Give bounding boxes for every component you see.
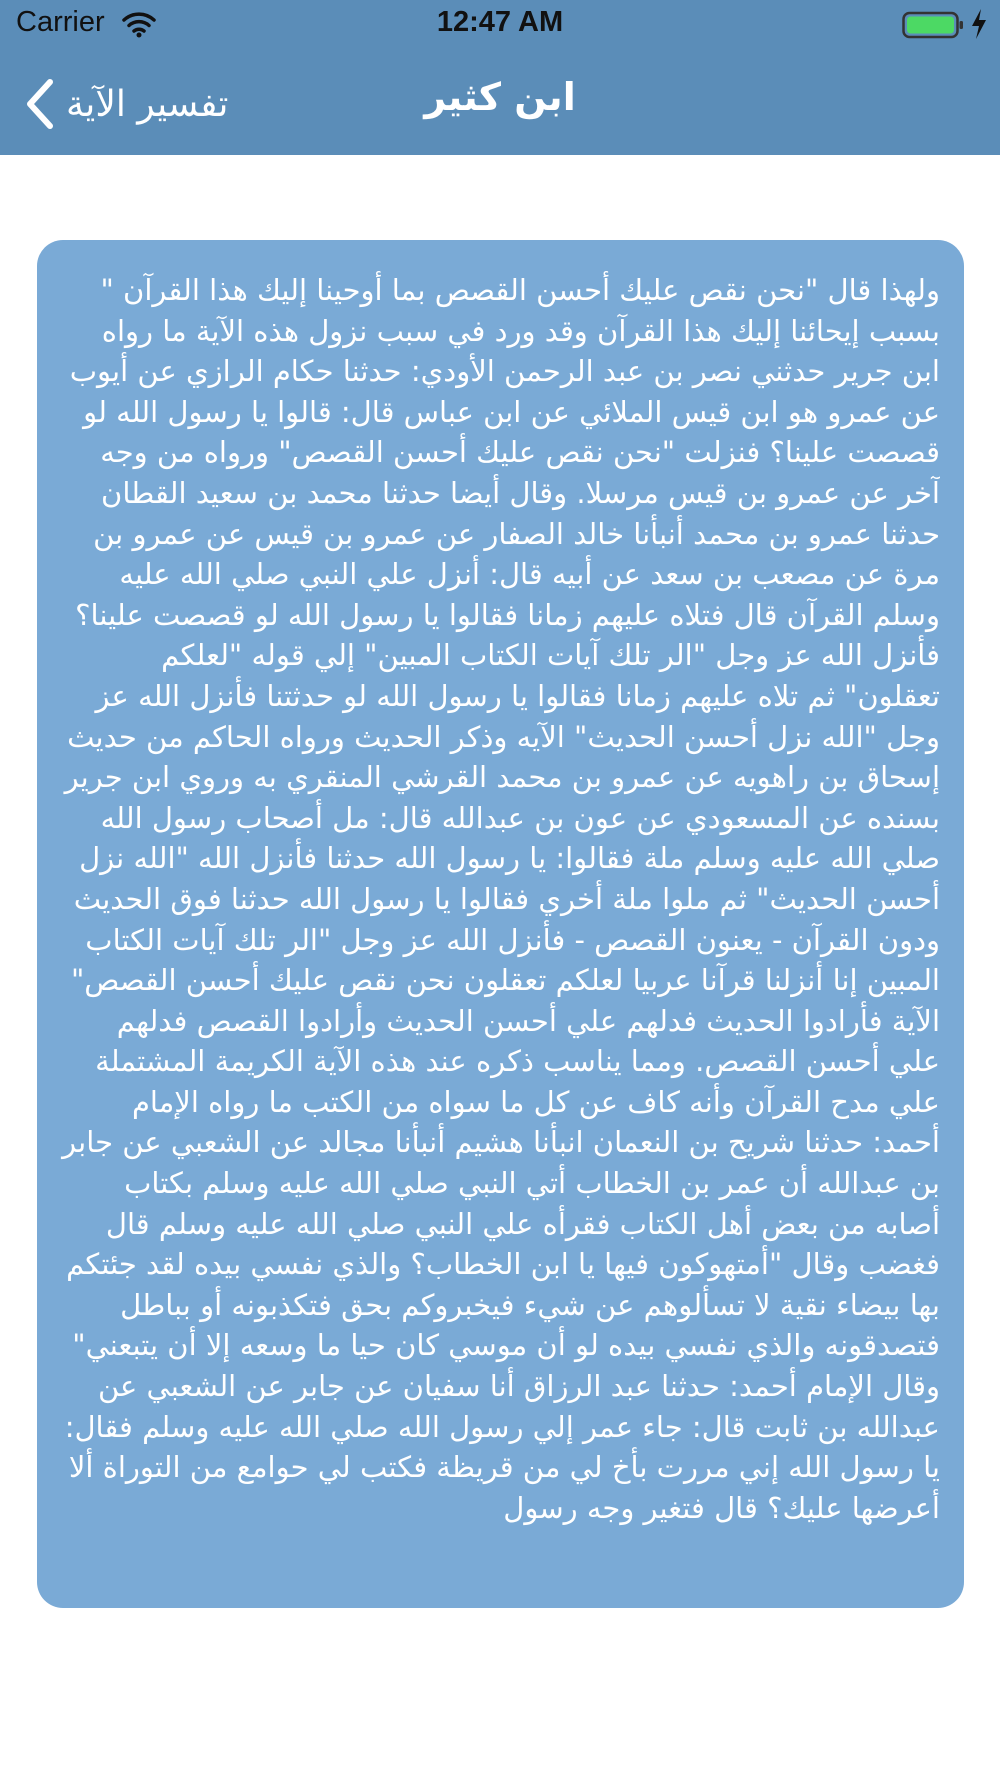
charging-bolt-icon bbox=[970, 8, 988, 40]
tafsir-text[interactable]: ولهذا قال "نحن نقص عليك أحسن القصص بما أوحينا إليك هذا القرآن " بسبب إيحائنا إليك هذا القرآن وقد ورد في سبب نزول هذه الآية ما رواه ابن جرير حدثني نصر بن عبد الرحمن الأودي: حدثنا حكام الرازي عن أيوب عن عمرو هو ابن قيس الملائي عن ابن عباس قال: قالوا يا رسول الله لو قصصت علينا؟ فنزلت "نحن نقص عليك أحسن القصص" ورواه من وجه آخر عن عمرو بن قيس مرسلا. وقال أيضا حدثنا محمد بن سعيد القطان حدثنا عمرو بن محمد أنبأنا خالد الصفار عن عمرو بن قيس عن عمرو بن مرة عن مصعب بن سعد عن أبيه قال: أنزل علي النبي صلي الله عليه وسلم القرآن قال فتلاه عليهم زمانا فقالوا يا رسول الله لو قصصت علينا؟ فأنزل الله عز وجل "الر تلك آيات الكتاب المبين" إلي قوله "لعلكم تعقلون" ثم تلاه عليهم زمانا فقالوا يا رسول الله لو حدثتنا فأنزل الله عز وجل "الله نزل أحسن الحديث" الآيه وذكر الحديث ورواه الحاكم من حديث إسحاق بن راهويه عن عمرو بن محمد القرشي المنقري به وروي ابن جرير بسنده عن المسعودي عن عون بن عبدالله قال: مل أصحاب رسول الله صلي الله عليه وسلم ملة فقالوا: يا رسول الله حدثنا فأنزل الله "الله نزل أحسن الحديث" ثم ملوا ملة أخري فقالوا يا رسول الله حدثنا فوق الحديث ودون القرآن - يعنون القصص - فأنزل الله عز وجل "الر تلك آيات الكتاب المبين إنا أنزلنا قرآنا عربيا لعلكم تعقلون نحن نقص عليك أحسن القصص" الآية فأرادوا الحديث فدلهم علي أحسن الحديث وأرادوا القصص فدلهم علي أحسن القصص. ومما يناسب ذكره عند هذه الآية الكريمة المشتملة علي مدح القرآن وأنه كاف عن كل ما سواه من الكتب ما رواه الإمام أحمد: حدثنا شريح بن النعمان انبأنا هشيم أنبأنا مجالد عن الشعبي عن جابر بن عبدالله أن عمر بن الخطاب أتي النبي صلي الله عليه وسلم بكتاب أصابه من بعض أهل الكتاب فقرأه علي النبي صلي الله عليه وسلم قال فغضب وقال "أمتهوكون فيها يا ابن الخطاب؟ والذي نفسي بيده لقد جئتكم بها بيضاء نقية لا تسألوهم عن شيء فيخبروكم بحق فتكذبونه أو بباطل فتصدقونه والذي نفسي بيده لو أن موسي كان حيا ما وسعه إلا أن يتبعني" وقال الإمام أحمد: حدثنا عبد الرزاق أنا سفيان عن جابر عن الشعبي عن عبدالله بن ثابت قال: جاء عمر إلي رسول الله صلي الله عليه وسلم فقال: يا رسول الله إني مررت بأخ لي من قريظة فكتب لي حوامع من التوراة ألا أعرضها عليك؟ قال فتغير وجه رسول bbox=[62, 273, 940, 1525]
top-bar bbox=[0, 0, 1000, 155]
tafsir-card bbox=[37, 240, 964, 1608]
carrier-label: Carrier bbox=[16, 6, 105, 38]
navigation-bar bbox=[0, 50, 1000, 155]
status-bar bbox=[0, 0, 1000, 50]
status-time: 12:47 AM bbox=[436, 6, 564, 38]
battery-icon bbox=[902, 10, 964, 40]
back-button-label: تفسير الآية bbox=[66, 83, 229, 125]
page-title: ابن كثير bbox=[424, 75, 576, 119]
